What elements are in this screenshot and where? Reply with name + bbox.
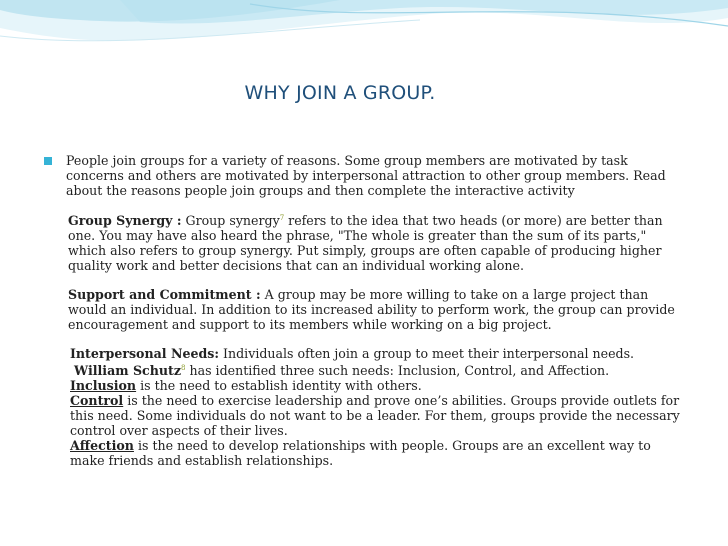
support-label: Support and Commitment : [68, 287, 261, 303]
affection-text: is the need to develop relationships with people. Groups are an excellent way to make friends and establish relationships. [70, 438, 651, 469]
control-paragraph [70, 393, 686, 438]
inclusion-line [70, 378, 686, 393]
needs-section [66, 346, 686, 468]
interpersonal-line [70, 346, 686, 361]
schutz-text: has identified three such needs: Inclusion, Control, and Affection. [185, 363, 610, 379]
interpersonal-text: Individuals often join a group to meet their interpersonal needs. [219, 346, 635, 362]
slide-title: WHY JOIN A GROUP. [244, 82, 436, 104]
schutz-footnote-mark[interactable]: 8 [181, 364, 186, 373]
header-wave-decoration [0, 0, 728, 60]
control-text: is the need to exercise leadership and prove one’s abilities. Groups provide outlets for this need. Some individuals do not want to be a leader. For them, groups provide the necessary control over aspects of their lives. [70, 393, 680, 439]
schutz-line [70, 361, 686, 378]
synergy-footnote-mark[interactable]: 7 [279, 214, 285, 222]
intro-paragraph: People join groups for a variety of reasons. Some group members are motivated by task concerns and others are motivated by interpersonal attraction to other group members. Read about the reasons people join groups and then complete the interactive activity [66, 153, 666, 198]
affection-paragraph [70, 438, 686, 468]
affection-label: Affection [70, 438, 134, 454]
synergy-text-after: refers to the idea that two heads (or more) are better than one. You may have also heard the phrase, "The whole is greater than the sum of its parts," which also refers to group synergy. Put simply, groups are often capable of producing higher quality work and better decisions that can an individual working alone. [68, 213, 663, 274]
support-text: A group may be more willing to take on a large project than would an individual. In addition to its increased ability to perform work, the group can provide encouragement and support to its members while working on a big project. [68, 287, 675, 333]
schutz-label: William Schutz [74, 363, 181, 379]
synergy-label: Group Synergy : [68, 213, 182, 229]
inclusion-text: is the need to establish identity with others. [136, 378, 422, 394]
support-paragraph [66, 287, 686, 332]
control-label: Control [70, 393, 124, 409]
bullet-icon [44, 157, 52, 165]
slide-body [66, 153, 686, 468]
synergy-text-before: Group synergy [181, 213, 280, 229]
synergy-paragraph [66, 211, 686, 273]
inclusion-label: Inclusion [70, 378, 137, 394]
interpersonal-label: Interpersonal Needs: [70, 346, 220, 362]
